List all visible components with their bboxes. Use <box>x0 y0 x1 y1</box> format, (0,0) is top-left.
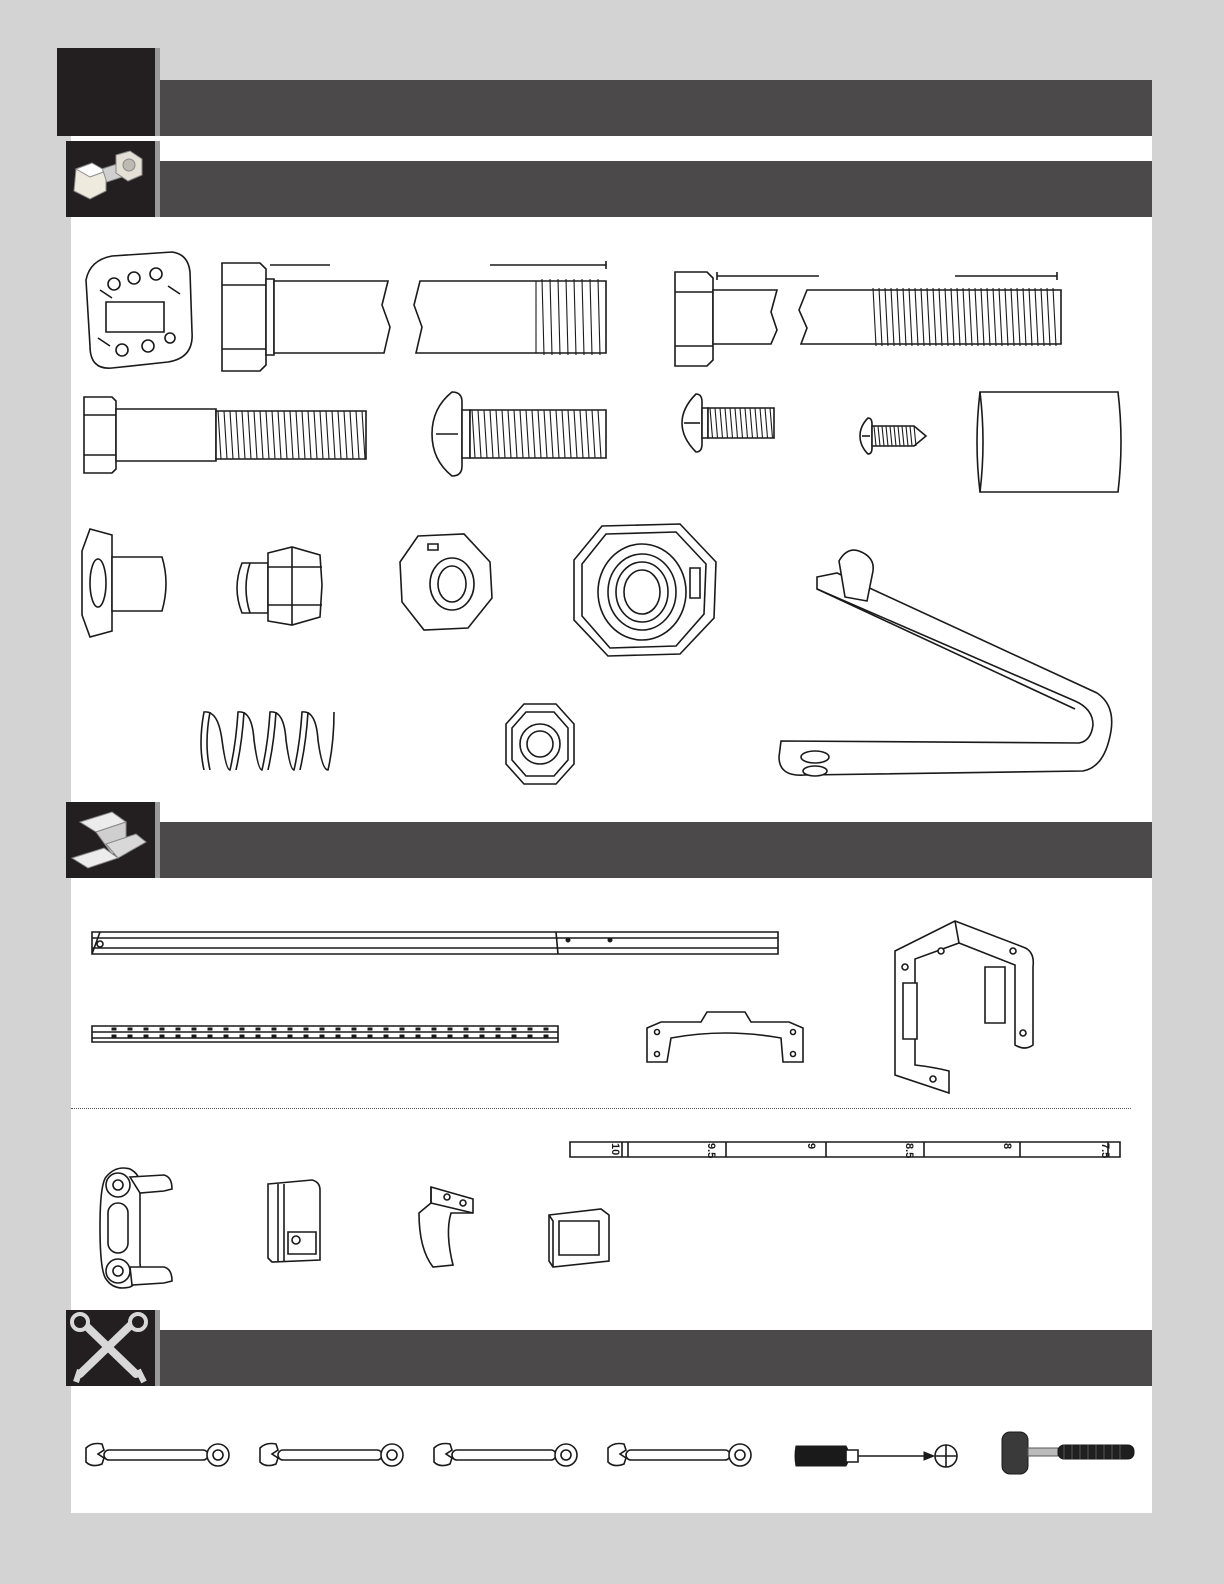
hex-nut <box>502 702 578 786</box>
long-bolt-large <box>220 255 610 380</box>
slotted-rail <box>88 1020 563 1050</box>
ruler-mark: 10 <box>609 1143 621 1156</box>
u-bracket <box>893 915 1038 1095</box>
trolley <box>96 1163 176 1293</box>
wrench-icon <box>606 1440 756 1470</box>
screwdriver-icon <box>792 1440 960 1472</box>
drop-bracket <box>415 1185 477 1270</box>
ruler-mark: 9 <box>805 1143 817 1150</box>
header-bracket <box>645 1008 807 1068</box>
section-bar-parts <box>160 822 1152 878</box>
spacer-tube <box>970 390 1130 494</box>
nut-and-bolt-icon <box>66 141 155 217</box>
sensor-housing <box>264 1178 324 1266</box>
title-bar <box>160 80 1152 136</box>
large-nut <box>572 522 718 657</box>
long-bolt-small <box>673 268 1065 368</box>
section-bar-tools <box>160 1330 1152 1386</box>
ruler-mark: 8.5 <box>903 1143 915 1159</box>
parts-divider <box>71 1108 1131 1109</box>
wrench-icon <box>258 1440 408 1470</box>
wrench-icon <box>84 1440 234 1470</box>
lock-nut <box>398 532 496 632</box>
hex-bolt <box>82 395 372 475</box>
measuring-ruler <box>568 1140 1123 1158</box>
self-tapping-screw <box>858 416 930 456</box>
flange-bushing <box>80 525 175 640</box>
cover-box <box>545 1205 613 1270</box>
ruler-mark: 8 <box>1001 1143 1013 1150</box>
ruler-mark: 9.5 <box>705 1143 717 1159</box>
short-truss-bolt <box>678 392 778 454</box>
compression-spring <box>196 708 338 774</box>
corner-block <box>57 48 155 136</box>
section-bar-hardware <box>160 161 1152 217</box>
truss-head-bolt <box>428 388 610 478</box>
ruler-mark: 7.5 <box>1099 1143 1111 1159</box>
lever-arm <box>775 545 1120 785</box>
cap-nut <box>228 545 326 630</box>
hardware-pack-image <box>82 250 194 380</box>
rail-tube <box>88 928 783 960</box>
mallet-icon <box>998 1428 1138 1478</box>
wrench-icon <box>432 1440 582 1470</box>
wrenches-icon <box>66 1310 155 1386</box>
bracket-icon <box>66 802 155 878</box>
